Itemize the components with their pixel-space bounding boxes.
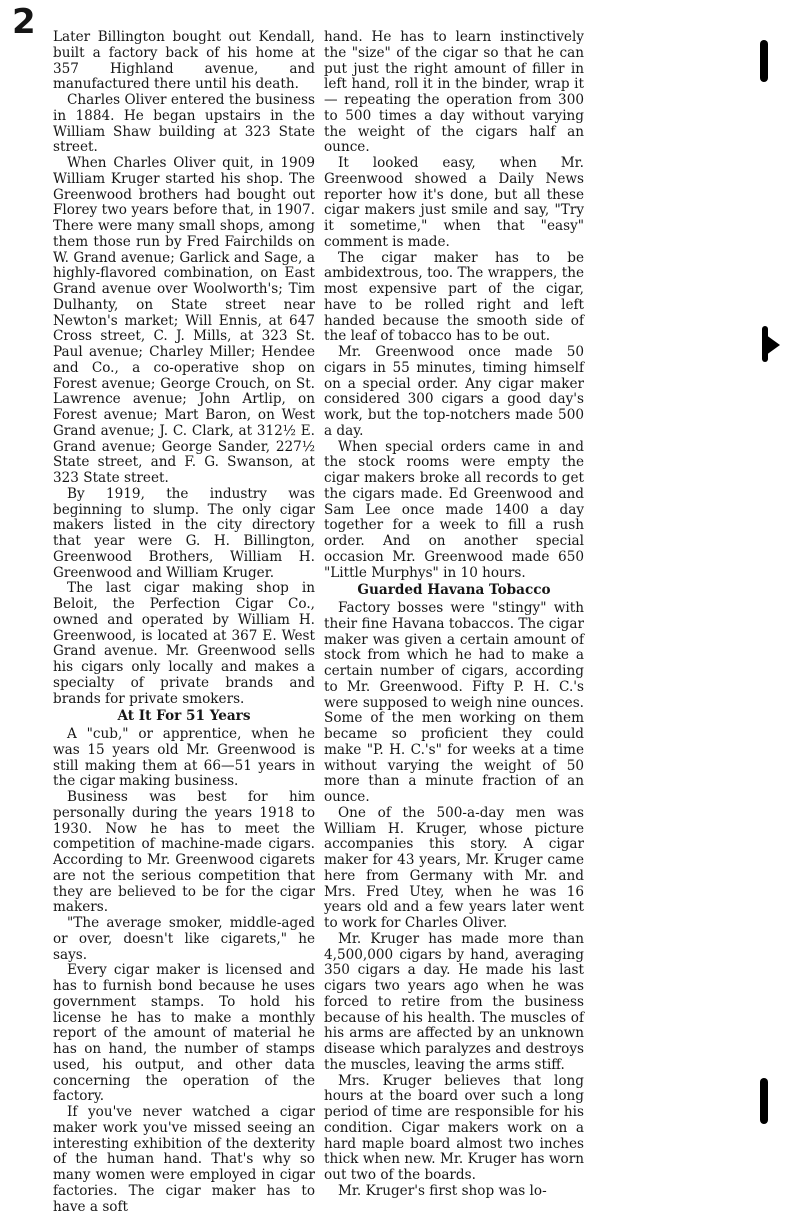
paragraph: It looked easy, when Mr. Greenwood showed a Daily News reporter how it's done, but all these cigar makers just smile and say, "Try it sometime," when that "easy" comment is made. xyxy=(324,155,584,250)
page-number: 2 xyxy=(12,2,36,42)
paragraph: Factory bosses were "stingy" with their fine Havana tobaccos. The cigar maker was given a certain amount of stock from which he had to make a certain number of cigars, according to Mr. Greenwood. Fifty P. H. C.'s were supposed to weigh nine ounces. Some of the men working on them became so proficient they could make "P. H. C.'s" for weeks at a time without varying the weight of 50 more than a minute fraction of an ounce. xyxy=(324,600,584,805)
binding-hole-mark xyxy=(760,1078,768,1124)
paragraph: One of the 500-a-day men was William H. Kruger, whose picture accompanies this story. A cigar maker for 43 years, Mr. Kruger came here from Germany with Mr. and Mrs. Fred Utey, when he was 16 years old and a few years later went to work for Charles Oliver. xyxy=(324,804,584,931)
section-heading: At It For 51 Years xyxy=(117,708,251,725)
left-column xyxy=(53,30,315,1215)
paragraph: Charles Oliver entered the business in 1884. He began upstairs in the William Shaw building at 323 State street. xyxy=(53,92,315,156)
paragraph: A "cub," or apprentice, when he was 15 years old Mr. Greenwood is still making them at 66—51 years in the cigar making business. xyxy=(53,726,315,790)
paragraph: The cigar maker has to be ambidextrous, too. The wrappers, the most expensive part of the cigar, have to be rolled right and left handed because the smooth side of the leaf of tobacco has to be out. xyxy=(324,249,584,345)
paragraph: If you've never watched a cigar maker work you've missed seeing an interesting exhibition of the dexterity of the human hand. That's why so many women were employed in cigar factories. The cigar maker has to have a soft xyxy=(53,1104,315,1215)
section-heading: Guarded Havana Tobacco xyxy=(357,582,551,599)
paragraph: Mr. Kruger's first shop was lo- xyxy=(338,1182,547,1199)
paragraph: Later Billington bought out Kendall, built a factory back of his home at 357 Highland avenue, and manufactured there until his death. xyxy=(53,29,315,93)
right-column xyxy=(324,30,584,1200)
paragraph: hand. He has to learn instinctively the "size" of the cigar so that he can put just the right amount of filler in left hand, roll it in the binder, wrap it — repeating the operation from 300 to 500 times a day without varying the weight of the cigars half an ounce. xyxy=(324,29,584,156)
paragraph: By 1919, the industry was beginning to slump. The only cigar makers listed in the city directory that year were G. H. Billington, Greenwood Brothers, William H. Greenwood and William Kruger. xyxy=(53,485,315,581)
paragraph: Business was best for him personally during the years 1918 to 1930. Now he has to meet the competition of machine-made cigars. According to Mr. Greenwood cigarets are not the serious competition that they are believed to be for the cigar makers. xyxy=(53,789,315,916)
paragraph: When Charles Oliver quit, in 1909 William Kruger started his shop. The Greenwood brothers had bought out Florey two years before that, in 1907. There were many small shops, among them those run by Fred Fairchilds on W. Grand avenue; Garlick and Sage, a highly-flavored combination, on East Grand avenue over Woolworth's; Tim Dulhanty, on State street near Newton's market; Will Ennis, at 647 Cross street, C. J. Mills, at 323 St. Paul avenue; Charley Miller; Hendee and Co., a co-operative shop on Forest avenue; George Crouch, on St. Lawrence avenue; John Artlip, on Forest avenue; Mart Baron, on West Grand avenue; J. C. Clark, at 312½ E. Grand avenue; George Sander, 227½ State street, and F. G. Swanson, at 323 State street. xyxy=(53,155,315,486)
binding-arrow-mark xyxy=(762,332,780,358)
paragraph: "The average smoker, middle-aged or over, doesn't like cigarets," he says. xyxy=(53,915,315,963)
paragraph: Every cigar maker is licensed and has to furnish bond because he uses government stamps. To hold his license he has to make a monthly report of the amount of material he has on hand, the number of stamps used, his output, and other data concerning the operation of the factory. xyxy=(53,962,315,1105)
paragraph: Mr. Greenwood once made 50 cigars in 55 minutes, timing himself on a special order. Any cigar maker considered 300 cigars a good day's work, but the top-notchers made 500 a day. xyxy=(324,344,584,439)
binding-hole-mark xyxy=(760,40,768,82)
paragraph: Mrs. Kruger believes that long hours at the board over such a long period of time are responsible for his condition. Cigar makers work on a hard maple board almost two inches thick when new. Mr. Kruger has worn out two of the boards. xyxy=(324,1072,584,1183)
paragraph: When special orders came in and the stock rooms were empty the cigar makers broke all records to get the cigars made. Ed Greenwood and Sam Lee once made 1400 a day together for a week to fill a rush order. And on another special occasion Mr. Greenwood made 650 "Little Murphys" in 10 hours. xyxy=(324,438,584,581)
paragraph: The last cigar making shop in Beloit, the Perfection Cigar Co., owned and operated by William H. Greenwood, is located at 367 E. West Grand avenue. Mr. Greenwood sells his cigars only locally and makes a specialty of private brands and brands for private smokers. xyxy=(53,580,315,707)
paragraph: Mr. Kruger has made more than 4,500,000 cigars by hand, averaging 350 cigars a day. He made his last cigars two years ago when he was forced to retire from the business because of his health. The muscles of his arms are affected by an unknown disease which paralyzes and destroys the muscles, leaving the arms stiff. xyxy=(324,930,584,1073)
